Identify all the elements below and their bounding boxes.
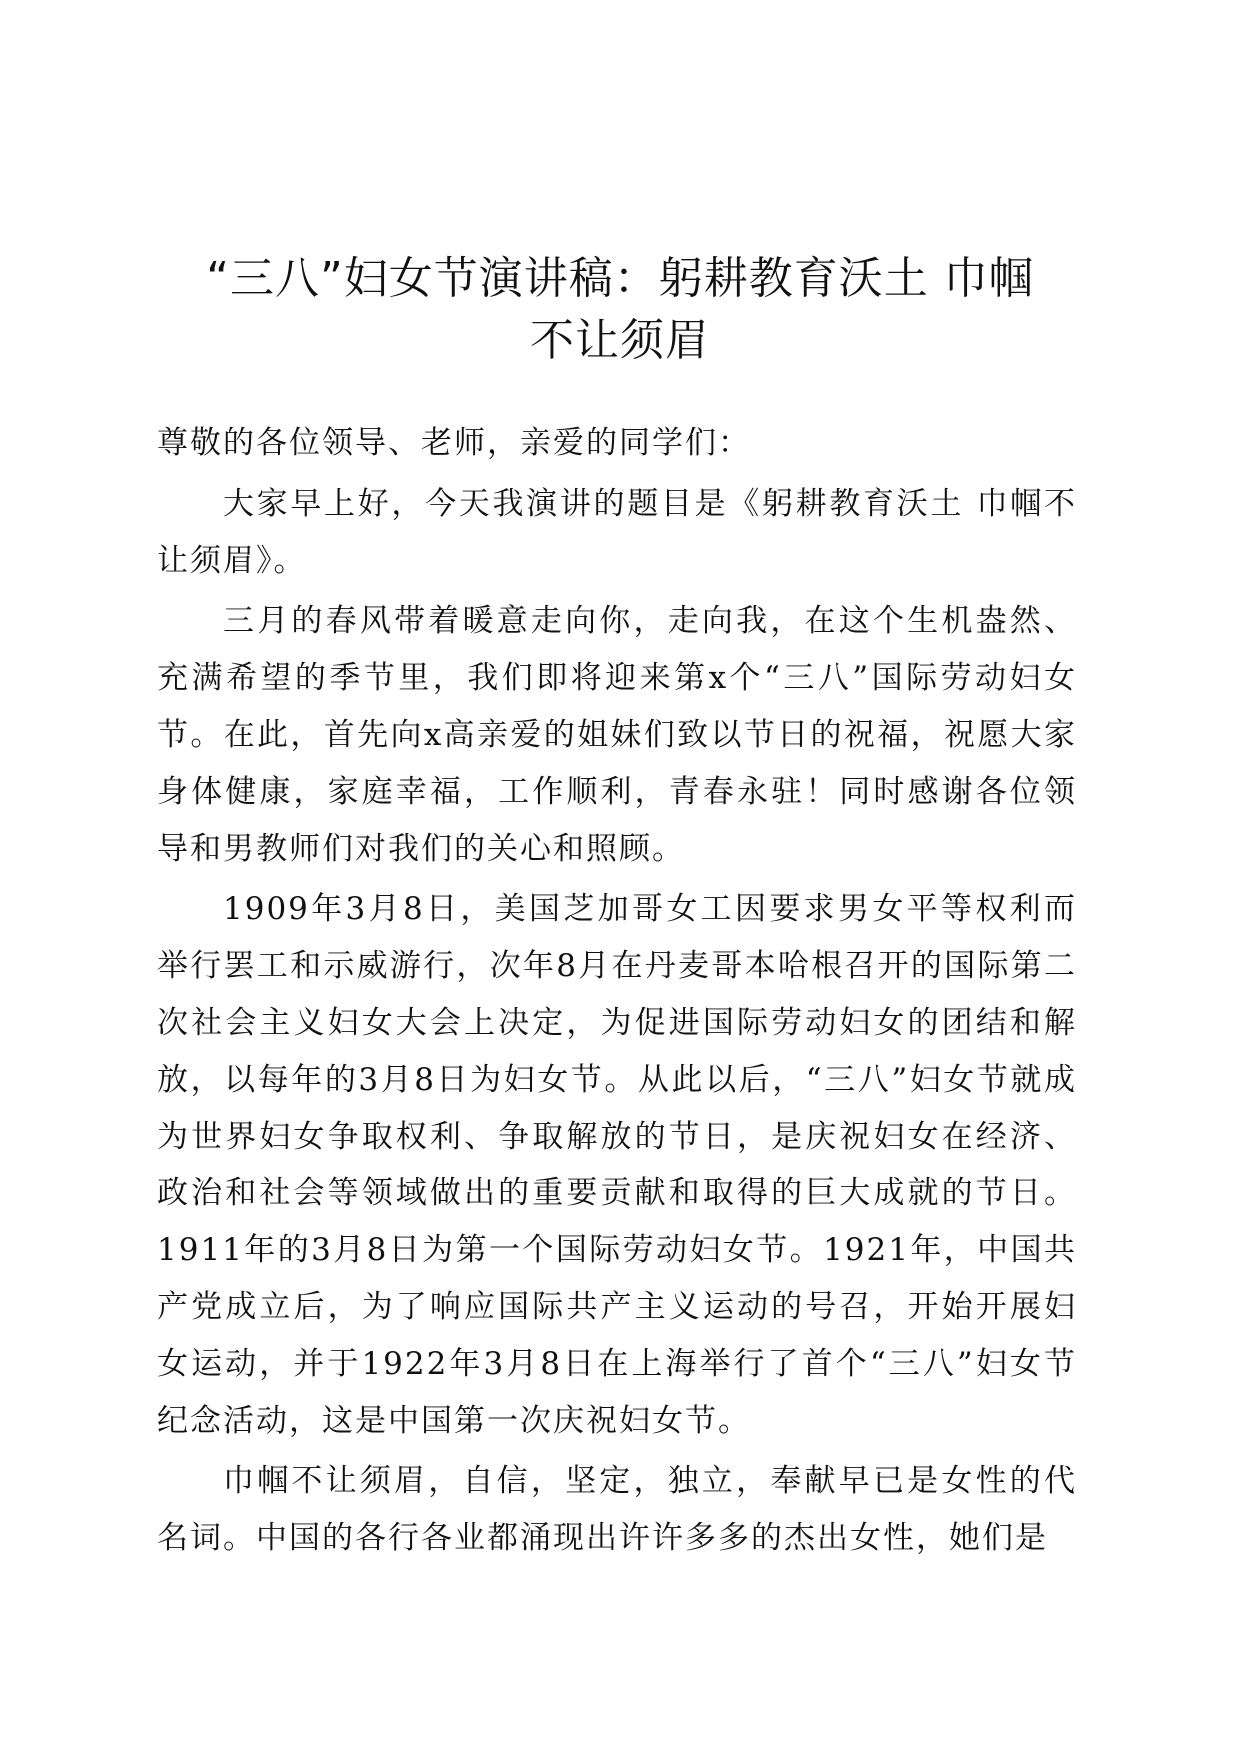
paragraph-spring: 三月的春风带着暖意走向你，走向我，在这个生机盎然、充满希望的季节里，我们即将迎来第x个“三八”国际劳动妇女节。在此，首先向x高亲爱的姐妹们致以节日的祝福，祝愿大家身体健康，家庭幸福，工作顺利，青春永驻！同时感谢各位领导和男教师们对我们的关心和照顾。 — [157, 603, 1077, 867]
paragraph-history: 1909年3月8日，美国芝加哥女工因要求男女平等权利而举行罢工和示威游行，次年8月在丹麦哥本哈根召开的国际第二次社会主义妇女大会上决定，为促进国际劳动妇女的团结和解放，以每年的3月8日为妇女节。从此以后，“三八”妇女节就成为世界妇女争取权利、争取解放的节日，是庆祝妇女在经济、政治和社会等领域做出的重要贡献和取得的巨大成就的节日。1911年的3月8日为第一个国际劳动妇女节。1921年，中国共产党成立后，为了响应国际共产主义运动的号召，开始开展妇女运动，并于1922年3月8日在上海举行了首个“三八”妇女节纪念活动，这是中国第一次庆祝妇女节。 — [157, 891, 1077, 1439]
document-title — [150, 248, 1090, 372]
title-line-1: “三八”妇女节演讲稿：躬耕教育沃土 巾帼 — [206, 253, 1034, 304]
document-body — [157, 415, 1077, 1567]
paragraph-greeting: 大家早上好，今天我演讲的题目是《躬耕教育沃土 巾帼不让须眉》。 — [157, 485, 1077, 579]
salutation: 尊敬的各位领导、老师，亲爱的同学们： — [157, 425, 751, 461]
paragraph-women-achievements: 巾帼不让须眉，自信，坚定，独立，奉献早已是女性的代名词。中国的各行各业都涌现出许许多多的杰出女性，她们是 — [157, 1463, 1077, 1557]
title-line-2: 不让须眉 — [530, 315, 710, 366]
